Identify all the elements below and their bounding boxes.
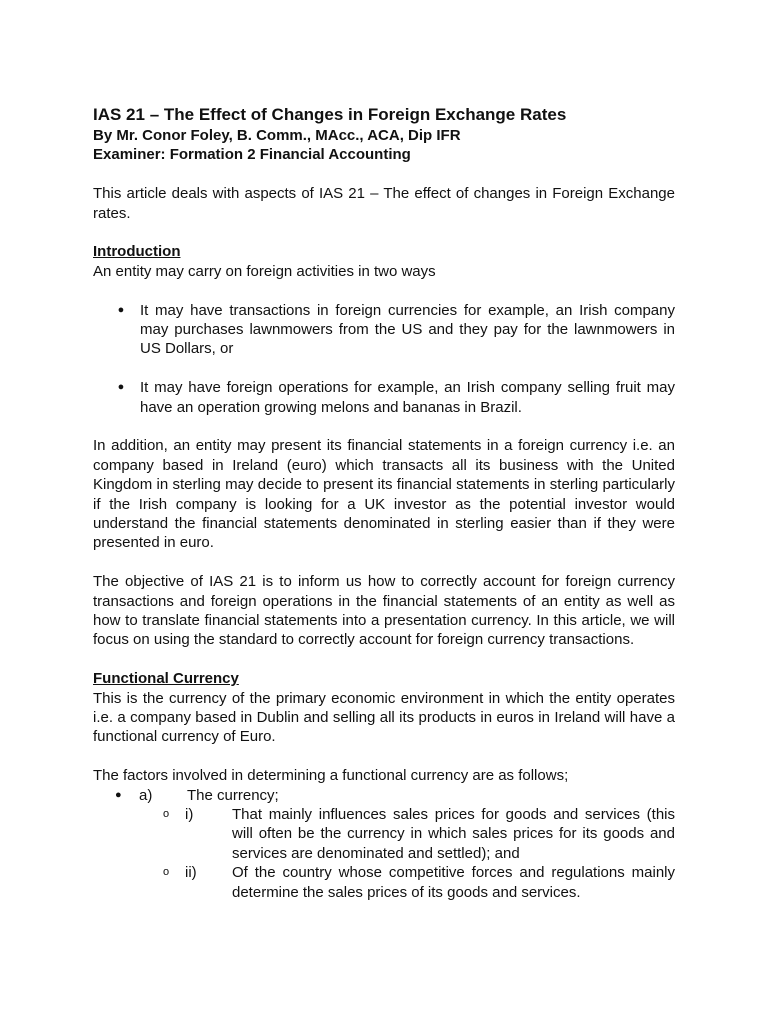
list-item bbox=[93, 378, 675, 417]
addition-paragraph: In addition, an entity may present its financial statements in a foreign currency i.e. an company based in Ireland (euro) which transacts all its business with the United Kingdom in sterling may decide to present its financial statements in sterling particularly if the Irish company is looking for a UK investor as the potential investor would understand the financial statements denominated in sterling easier than if they were presented in euro. bbox=[93, 437, 675, 552]
spacer bbox=[93, 165, 675, 184]
sub-item-numeral: ii) bbox=[185, 864, 197, 882]
sub-item-text: That mainly influences sales prices for goods and services (this will often be the currency in which sales prices for its goods and services are denominated and settled); and bbox=[232, 806, 675, 862]
introduction-heading: Introduction bbox=[93, 243, 181, 261]
spacer bbox=[93, 281, 675, 300]
intro-paragraph: This article deals with aspects of IAS 21 – The effect of changes in Foreign Exchange rates. bbox=[93, 185, 675, 222]
spacer bbox=[93, 359, 675, 378]
sub-list-item bbox=[93, 805, 675, 863]
spacer bbox=[93, 417, 675, 436]
bullet-icon: ● bbox=[115, 788, 122, 801]
spacer bbox=[93, 747, 675, 766]
sub-item-numeral: i) bbox=[185, 806, 194, 824]
factors-lead: The factors involved in determining a functional currency are as follows; bbox=[93, 767, 569, 785]
document-title: IAS 21 – The Effect of Changes in Foreign Exchange Rates bbox=[93, 105, 567, 124]
document-page bbox=[93, 104, 675, 902]
circle-bullet-icon: o bbox=[163, 866, 170, 879]
circle-bullet-icon: o bbox=[163, 808, 170, 821]
bullet-icon: ● bbox=[117, 381, 125, 394]
objective-paragraph: The objective of IAS 21 is to inform us how to correctly account for foreign currency transactions and foreign operations in the financial statements of an entity as well as how to translate financial statements into a presentation currency. In this article, we will focus on using the standard to correctly account for foreign currency transactions. bbox=[93, 573, 675, 649]
list-item-text: It may have transactions in foreign currencies for example, an Irish company may purchases lawnmowers from the US and they pay for the lawnmowers in US Dollars, or bbox=[140, 301, 675, 358]
spacer bbox=[93, 650, 675, 669]
author-byline: By Mr. Conor Foley, B. Comm., MAcc., ACA, Dip IFR bbox=[93, 127, 461, 144]
sub-list-item bbox=[93, 863, 675, 902]
bullet-icon: ● bbox=[117, 303, 125, 316]
factor-letter: a) bbox=[139, 786, 153, 804]
sub-item-text: Of the country whose competitive forces and regulations mainly determine the sales prices of its goods and services. bbox=[232, 864, 675, 901]
functional-currency-body: This is the currency of the primary economic environment in which the entity operates i.e. a company based in Dublin and selling all its products in euros in Ireland will have a functional currency of Euro. bbox=[93, 689, 675, 746]
list-item-text: It may have foreign operations for example, an Irish company selling fruit may have an operation growing melons and bananas in Brazil. bbox=[140, 379, 675, 416]
factor-item bbox=[93, 786, 675, 805]
spacer bbox=[93, 553, 675, 572]
factor-text: The currency; bbox=[187, 786, 279, 804]
functional-currency-heading: Functional Currency bbox=[93, 670, 239, 688]
examiner-line: Examiner: Formation 2 Financial Accounting bbox=[93, 146, 411, 164]
introduction-lead: An entity may carry on foreign activities in two ways bbox=[93, 262, 436, 280]
list-item bbox=[93, 301, 675, 359]
spacer bbox=[93, 223, 675, 242]
